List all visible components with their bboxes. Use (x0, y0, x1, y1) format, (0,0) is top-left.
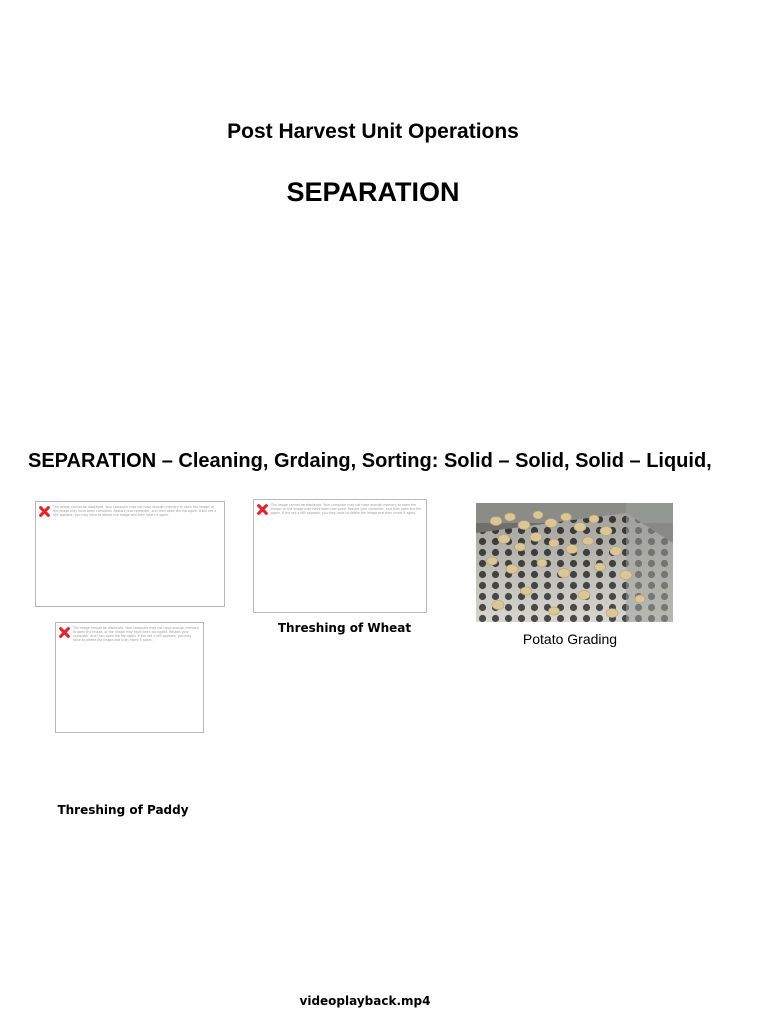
broken-image-placeholder (35, 501, 225, 607)
broken-image-message: The image cannot be displayed. Your computer may not have enough memory to open the image, or the image may have been corrupted. Restart your computer, and then open the file again. If the red x still appears, you may have to delete the image and then insert it again. (271, 503, 422, 515)
slide-heading: SEPARATION (286, 177, 460, 207)
broken-image-message: The image cannot be displayed. Your computer may not have enough memory to open the image, or the image may have been corrupted. Restart your computer, and then open the file again. If the red x still appears, you may have to delete the image and then insert it again. (53, 505, 217, 517)
wheat-caption: Threshing of Wheat (277, 621, 412, 635)
red-x-icon (39, 506, 50, 517)
slide-title: Post Harvest Unit Operations (227, 120, 519, 143)
potato-caption: Potato Grading (522, 631, 618, 647)
broken-image-message: The image cannot be displayed. Your computer may not have enough memory to open the image, or the image may have been corrupted. Restart your computer, and then open the file again. If the red x still appears, you may have to delete the image and then insert it again. (73, 626, 199, 642)
video-link[interactable]: videoplayback.mp4 (299, 994, 431, 1008)
broken-image-placeholder (55, 622, 204, 733)
red-x-icon (59, 627, 70, 638)
paddy-caption: Threshing of Paddy (57, 803, 189, 817)
slide-subheading: SEPARATION – Cleaning, Grdaing, Sorting: Solid – Solid, Solid – Liquid, (28, 450, 712, 472)
red-x-icon (257, 504, 268, 515)
broken-image-placeholder (253, 499, 427, 613)
potato-grading-photo (476, 503, 673, 622)
